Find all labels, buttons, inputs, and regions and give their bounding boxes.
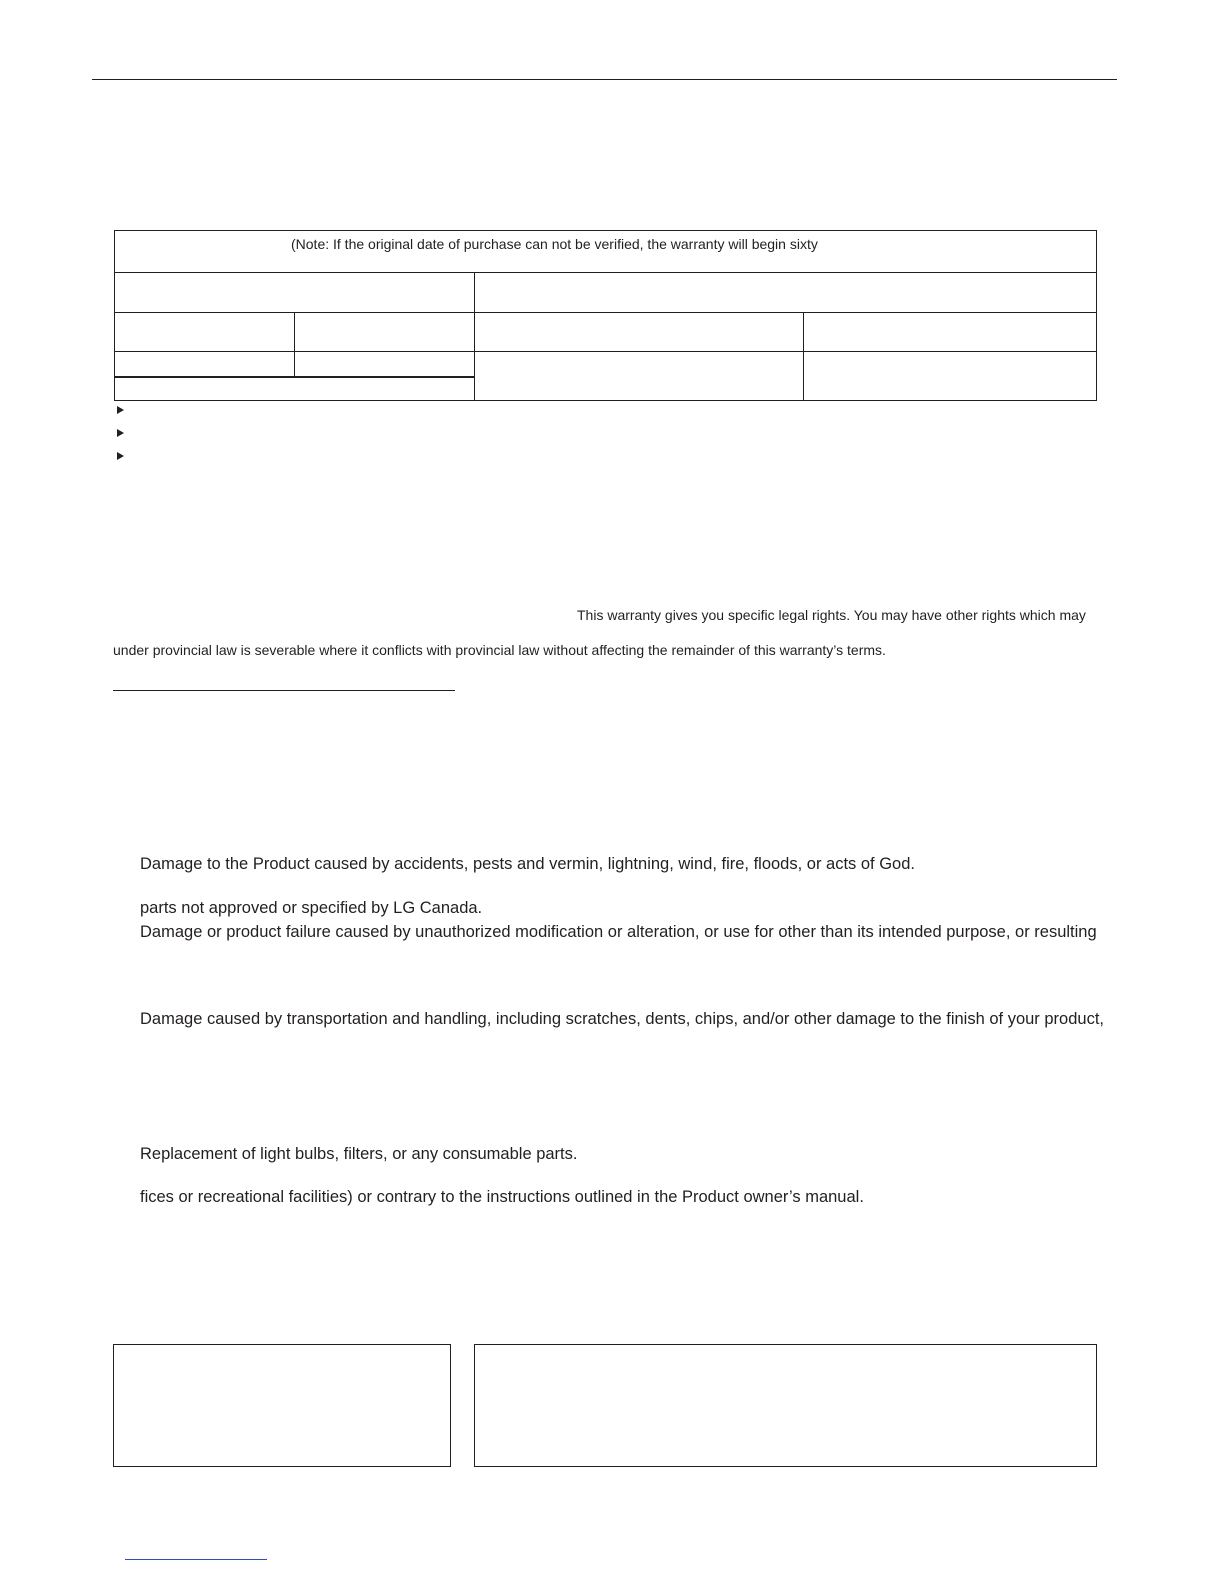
bullet-arrow-icon — [117, 406, 124, 414]
table-row-divider — [115, 351, 1096, 352]
exclusion-transportation: Damage caused by transportation and handling, including scratches, dents, chips, and/or other damage to the finish of your product, — [140, 1010, 1105, 1028]
table-row-divider — [115, 272, 1096, 273]
bullet-arrow-icon — [117, 429, 124, 437]
exclusion-commercial-use: fices or recreational facilities) or contrary to the instructions outlined in the Product owner’s manual. — [140, 1188, 864, 1206]
exclusion-consumables: Replacement of light bulbs, filters, or any consumable parts. — [140, 1145, 578, 1163]
table-column-divider — [294, 312, 295, 376]
exclusion-parts: parts not approved or specified by LG Canada. — [140, 899, 483, 917]
table-column-divider — [474, 272, 475, 400]
legal-rights-text: This warranty gives you specific legal rights. You may have other rights which may — [577, 607, 1086, 623]
section-rule — [113, 690, 455, 691]
exclusion-accidents: Damage to the Product caused by accidents, pests and vermin, lightning, wind, fire, floods, or acts of God. — [140, 855, 915, 873]
table-column-divider — [803, 312, 804, 400]
legal-severable-text: under provincial law is severable where it conflicts with provincial law without affecting the remainder of this warranty’s terms. — [113, 642, 886, 658]
website-link[interactable] — [125, 1559, 267, 1560]
exclusion-modification: Damage or product failure caused by unauthorized modification or alteration, or use for other than its intended purpose, or resulting — [140, 923, 1097, 941]
table-note: (Note: If the original date of purchase can not be verified, the warranty will begin sixty — [291, 236, 818, 252]
contact-box-right — [474, 1344, 1097, 1467]
header-rule — [92, 79, 1117, 80]
table-row-divider — [115, 312, 1096, 313]
table-row-divider — [115, 376, 474, 378]
bullet-arrow-icon — [117, 452, 124, 460]
warranty-period-table — [114, 230, 1097, 401]
contact-box-left — [113, 1344, 451, 1467]
